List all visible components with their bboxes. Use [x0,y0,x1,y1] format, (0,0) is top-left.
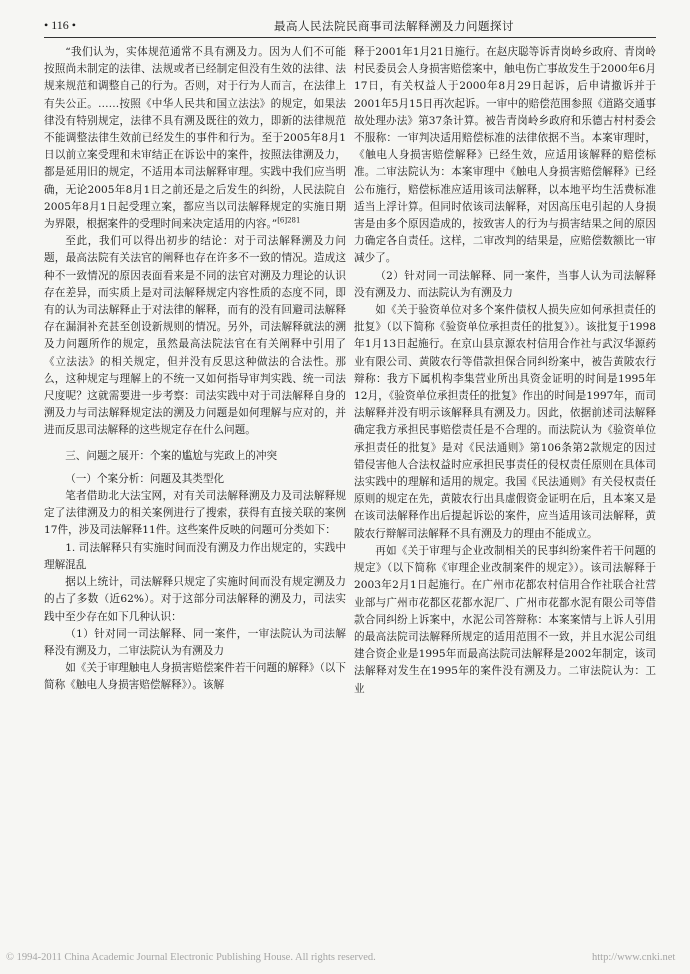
body-paragraph: 如《关于审理触电人身损害赔偿案件若干问题的解释》（以下简称《触电人身损害赔偿解释》）。该解 [44,662,346,692]
numbered-item: （2）针对同一司法解释、同一案件，当事人认为司法解释没有溯及力、而法院认为有溯及力 [354,269,656,299]
copyright-notice: © 1994-2011 China Academic Journal Electronic Publishing House. All rights reserved. [6,952,376,963]
section-heading: 三、问题之展开：个案的尴尬与宪政上的冲突 [65,449,278,462]
body-paragraph: 释于2001年1月21日施行。在赵庆聪等诉青岗岭乡政府、青岗岭村民委员会人身损害赔偿案中，触电伤亡事故发生于2000年6月17日，有关权益人于2000年8月29日起诉，后申请撤诉并于2001年5月15日再次起诉。一审中的赔偿范围参照《道路交通事故处理办法》第37条计算。被告青岗岭乡政府和乐德古村村委会不服称：一审判决适用赔偿标准的法律依据不当。本案审理时，《触电人身损害赔偿解释》已经生效，应适用该解释的赔偿标准。二审法院认为：本案审理中《触电人身损害赔偿解释》已经公布施行，赔偿标准应适用该司法解释，以本地平均生活费标准适当上浮计算。但同时依该司法解释，对因高压电引起的人身损害是由多个原因造成的，按致害人的行为与损害结果之间的原因力确定各自责任。这样，二审改判的结果是，应赔偿数额比一审减少了。 [354,46,656,265]
running-title: 最高人民法院民商事司法解释溯及力问题探讨 [274,19,514,33]
left-column [44,44,346,695]
body-paragraph: 笔者借助北大法宝网，对有关司法解释溯及力及司法解释规定了法律溯及力的相关案例进行了搜索，获得有直接关联的案例17件，涉及司法解释11件。这些案件反映的问题可分类如下： [44,490,346,537]
quoted-paragraph: “我们认为，实体规范通常不具有溯及力。因为人们不可能按照尚未制定的法律、法规或者已经制定但没有生效的法律、法规来规范和调整自己的行为。否则，对于行为人而言，在法律上有失公正。……按照《中华人民共和国立法法》的规定，如果法律没有特别规定，法律不具有溯及既往的效力，即新的法律规范不能调整法律生效前已经发生的事件和行为。至于2005年8月1日以前立案受理和未审结正在诉讼中的案件，按照法律溯及力，都是延用旧的规定，不适用本司法解释审理。实践中我们应当明确，无论2005年8月1日之前还是之后发生的纠纷，人民法院自2005年8月1日起受理立案，都应当以司法解释规定的实施日期为界限，根据案件的受理时间来决定适用的内容。”$^{[6]281}$ [44,46,346,231]
numbered-item: （1）针对同一司法解释、同一案件，一审法院认为司法解释没有溯及力，二审法院认为有溯及力 [44,627,346,657]
body-paragraph: 至此，我们可以得出初步的结论：对于司法解释溯及力问题，最高法院有关法官的阐释也存在许多不一致的情况。造成这种不一致情况的原因表面看来是不同的法官对溯及力理论的认识存在差异，而实质上是对司法解释规定内容性质的态度不同，即有的认为司法解释止于对法律的解释，而有的没有回避司法解释存在漏洞补充甚至创设新规则的情况。另外，司法解释就法的溯及力问题所作的规定，虽然最高法院法官在有关阐释中引用了《立法法》的相关规定，但并没有反思这种做法的合法性。那么，这种规定与理解上的不统一又如何指导审判实践、统一司法尺度呢？这就需要进一步考察：司法实践中对于司法解释自身的溯及力与司法解释规定法的溯及力问题是如何理解与应对的，并进而反思司法解释的这些规定存在什么问题。 [44,235,346,437]
right-column [354,44,656,698]
numbered-item: 1. 司法解释只有实施时间而没有溯及力作出规定的，实践中理解混乱 [44,541,346,571]
body-paragraph: 如《关于验资单位对多个案件债权人损失应如何承担责任的批复》（以下简称《验资单位承担责任的批复》）。该批复于1998年1月13日起施行。在京山县京源农村信用合作社与武汉华源药业有限公司、黄陂农行等借款担保合同纠纷案中，被告黄陂农行辩称：我方下属机构李集营业所出具资金证明的时间是1995年12月，《验资单位承担责任的批复》作出的时间是1997年，而司法解释并没有明示该解释具有溯及力。因此，依据前述司法解释确定我方承担民事赔偿责任是不合理的。而法院认为《验资单位承担责任的批复》是对《民法通则》第106条第2款规定的因过错侵害他人合法权益时应承担民事责任的侵权责任原则在具体司法实践中的理解和适用的规定。我国《民法通则》有关侵权责任原则的规定在先，黄陂农行出具虚假资金证明在后，且本案又是在该司法解释作出后提起诉讼的案件，应当适用该司法解释，黄陂农行辩解司法解释不具有溯及力的理由不能成立。 [354,304,656,540]
body-paragraph: 据以上统计，司法解释只规定了实施时间而没有规定溯及力的占了多数（近62%）。对于这部分司法解释的溯及力，司法实践中至少存在如下几种认识： [44,576,346,623]
page-header [44,16,656,38]
footnote-mark: [6]281 [277,216,301,225]
subsection-heading: （一）个案分析：问题及其类型化 [65,472,225,485]
footer-url[interactable]: http://www.cnki.net [592,952,676,963]
body-paragraph: 再如《关于审理与企业改制相关的民事纠纷案件若干问题的规定》（以下简称《审理企业改制案件的规定》）。该司法解释于2003年2月1日起施行。在广州市花都农村信用合作社联合社营业部与广州市花都区花都水泥厂、广州市花都水泥有限公司等借款合同纠纷上诉案中，水泥公司答辩称：本案案情与上诉人引用的最高法院司法解释所规定的适用范围不一致，并且水泥公司组建合资企业是1995年而最高法院司法解释是2002年制定，该司法解释对发生在1995年的案件没有溯及力。二审法院认为：工业 [354,544,656,695]
page-number: • 116 • [44,18,76,32]
header-rule [44,37,656,38]
